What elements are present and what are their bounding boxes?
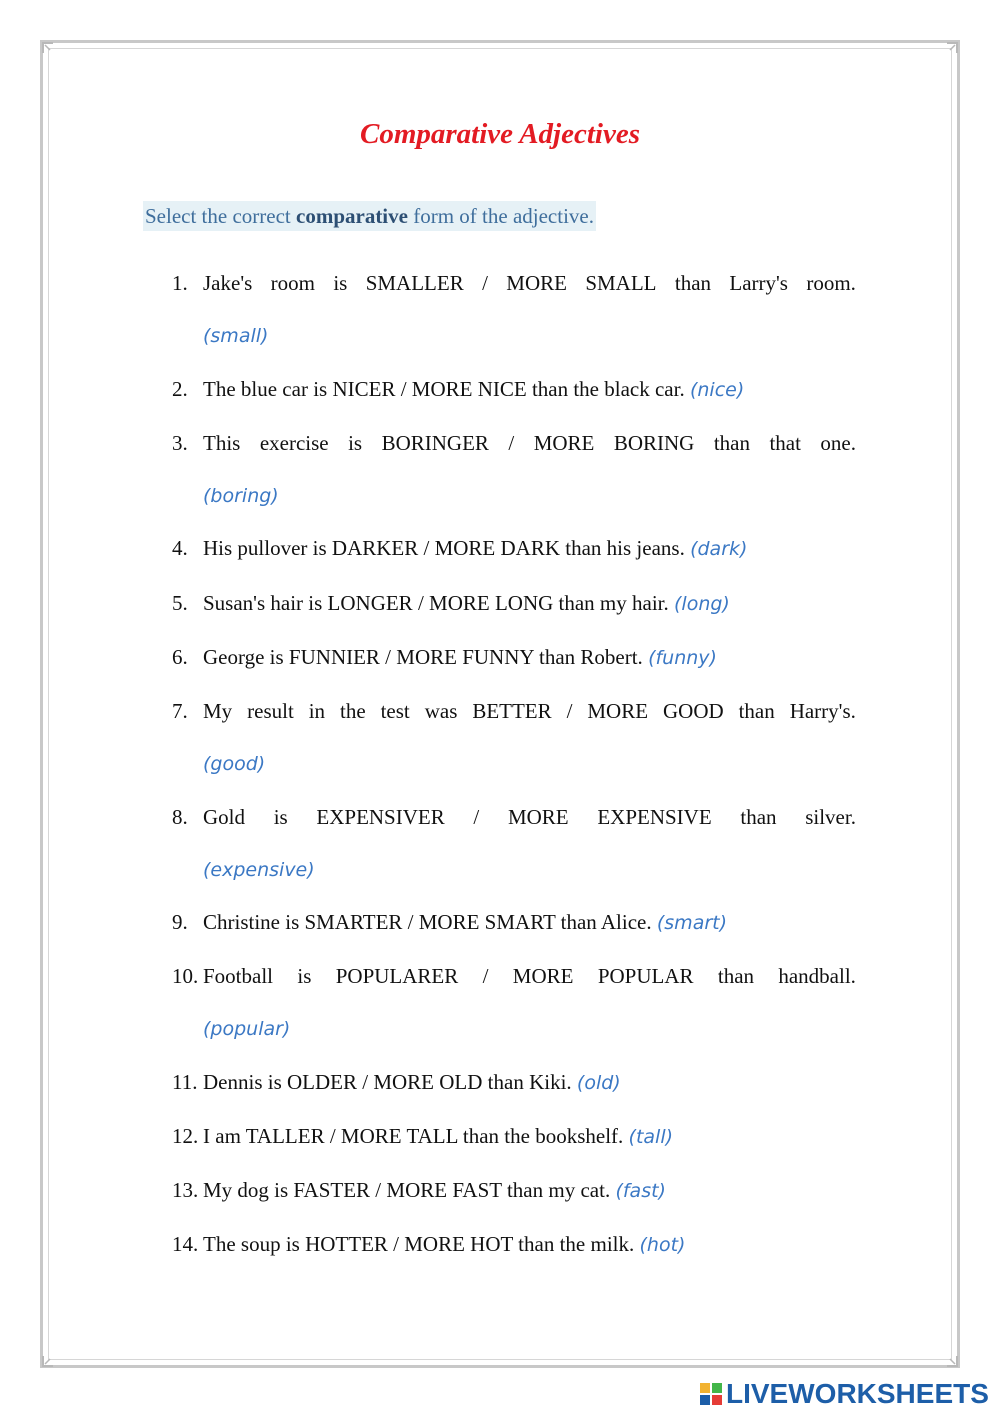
sentence-word: Football [203,964,274,988]
item-number: 9. [172,910,188,934]
item-hint: (smart) [656,912,728,934]
instruction-after: form of the adjective. [407,204,594,228]
item-number: 14. [172,1232,199,1256]
sentence-word: in [308,699,326,723]
liveworksheets-logo-icon [700,1383,722,1405]
item-number: 8. [172,805,188,829]
sentence-word: Larry's [729,271,788,295]
item-sentence [203,534,747,563]
item-number: 10. [172,964,199,988]
sentence-word: / [473,805,480,829]
item-sentence [203,697,856,725]
item-sentence [203,589,730,618]
sentence-word: room [270,271,315,295]
sentence-word: / [482,271,488,295]
item-sentence-text: The blue car is NICER / MORE NICE than the black car. [203,377,685,401]
item-hint: (fast) [615,1180,666,1202]
sentence-word: is [348,431,363,455]
item-sentence [203,803,856,831]
sentence-word: result [247,699,294,723]
sentence-word: / [482,964,489,988]
item-number: 13. [172,1178,199,1202]
item-number: 5. [172,591,188,615]
instruction-text [143,201,596,231]
sentence-word: Harry's. [789,699,856,723]
sentence-word: than [717,964,755,988]
liveworksheets-logo[interactable] [700,1378,989,1410]
item-sentence-text: The soup is HOTTER / MORE HOT than the milk. [203,1232,635,1256]
item-number: 12. [172,1124,199,1148]
sentence-word: Gold [203,805,245,829]
item-sentence-text: George is FUNNIER / MORE FUNNY than Robert. [203,645,643,669]
item-number: 11. [172,1070,198,1094]
sentence-word: Jake's [203,271,253,295]
corner-ornament-bottom-right-icon [946,1355,958,1367]
sentence-word: that [769,431,801,455]
sentence-word: MORE [587,699,649,723]
sentence-word: BORING [613,431,695,455]
sentence-word: one. [820,431,856,455]
item-hint: (dark) [690,538,748,560]
sentence-word: SMALL [585,271,657,295]
sentence-word: is [297,964,312,988]
sentence-word: MORE [512,964,574,988]
page-title: Comparative Adjectives [359,118,640,150]
sentence-word: exercise [259,431,329,455]
sentence-word: room. [806,271,856,295]
liveworksheets-logo-text: LIVEWORKSHEETS [726,1378,989,1409]
sentence-word: My [203,699,233,723]
item-hint: (tall) [628,1126,674,1148]
item-sentence [203,1176,666,1205]
item-sentence [203,643,717,672]
sentence-word: than [740,805,777,829]
sentence-word: / [508,431,515,455]
item-number: 7. [172,699,188,723]
sentence-word: is [273,805,288,829]
sentence-word: MORE [533,431,595,455]
sentence-word: MORE [506,271,567,295]
sentence-word: handball. [778,964,856,988]
sentence-word: MORE [507,805,569,829]
item-hint: (nice) [689,379,745,401]
item-number: 3. [172,431,188,455]
item-sentence-text: Christine is SMARTER / MORE SMART than Alice. [203,910,652,934]
item-sentence [203,962,856,990]
sentence-word: GOOD [662,699,724,723]
sentence-word: BORINGER [381,431,489,455]
sentence-word: EXPENSIVER [316,805,445,829]
item-number: 6. [172,645,188,669]
item-hint: (long) [674,593,730,615]
item-hint: (expensive) [203,859,315,881]
sentence-word: BETTER [472,699,552,723]
sentence-word: than [674,271,712,295]
item-number: 1. [172,271,188,295]
item-sentence-text: Dennis is OLDER / MORE OLD than Kiki. [203,1070,572,1094]
sentence-word: the [340,699,366,723]
item-hint: (good) [203,753,266,775]
sentence-word: was [424,699,458,723]
item-sentence-text: His pullover is DARKER / MORE DARK than his jeans. [203,536,685,560]
sentence-word: This [203,431,241,455]
item-sentence [203,1230,685,1259]
item-number: 2. [172,377,188,401]
item-hint: (popular) [203,1018,291,1040]
item-hint: (hot) [639,1234,686,1256]
sentence-word: is [333,271,348,295]
item-hint: (old) [576,1072,621,1094]
sentence-word: silver. [805,805,856,829]
item-sentence [203,1068,621,1097]
item-number: 4. [172,536,188,560]
sentence-word: test [380,699,410,723]
sentence-word: than [738,699,775,723]
item-sentence [203,429,856,457]
sentence-word: POPULAR [597,964,694,988]
item-sentence [203,269,856,297]
item-sentence-text: Susan's hair is LONGER / MORE LONG than my hair. [203,591,669,615]
item-sentence [203,908,727,937]
item-sentence [203,375,744,404]
item-hint: (small) [203,325,269,347]
item-hint: (funny) [648,647,717,669]
item-sentence-text: My dog is FASTER / MORE FAST than my cat. [203,1178,611,1202]
corner-ornament-top-left-icon [42,42,54,54]
item-sentence-text: I am TALLER / MORE TALL than the bookshelf. [203,1124,624,1148]
instruction-bold: comparative [296,204,408,228]
sentence-word: / [566,699,573,723]
sentence-word: than [713,431,750,455]
corner-ornament-bottom-left-icon [42,1355,54,1367]
corner-ornament-top-right-icon [946,42,958,54]
sentence-word: POPULARER [335,964,459,988]
item-sentence [203,1122,673,1151]
item-hint: (boring) [203,485,279,507]
instruction-before: Select the correct [145,204,296,228]
sentence-word: EXPENSIVE [597,805,712,829]
sentence-word: SMALLER [365,271,464,295]
